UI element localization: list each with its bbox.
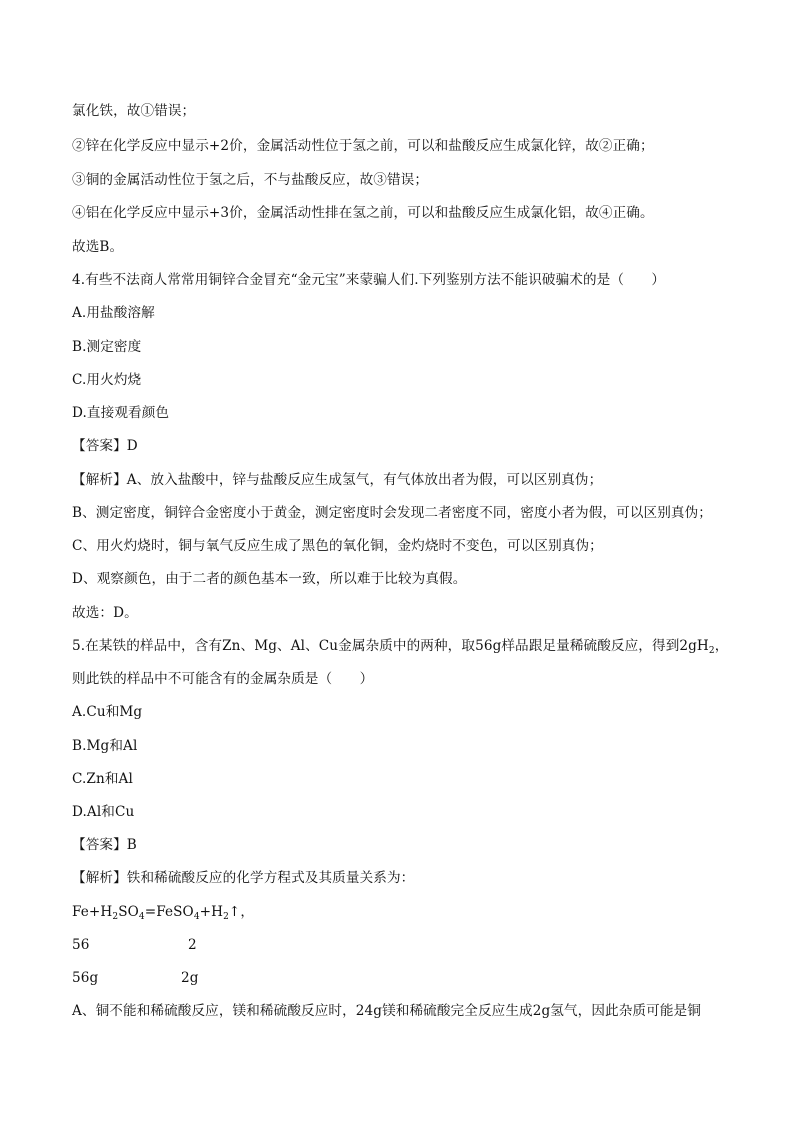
mass-relation-row-1 [72, 936, 197, 954]
q5-stem-subscript: 2 [708, 646, 715, 656]
eq-sub: 4 [138, 912, 145, 922]
question-5-option-a: A.Cu和Mg [72, 704, 143, 720]
eq-part: +H [199, 904, 224, 920]
question-4-analysis-d: D、观察颜色，由于二者的颜色基本一致，所以难于比较为真假。 [72, 571, 467, 587]
question-4-option-a: A.用盐酸溶解 [72, 305, 155, 321]
eq-part: =FeSO [144, 904, 194, 920]
question-5-answer: 【答案】B [72, 837, 137, 853]
question-4-analysis-a: 【解析】A、放入盐酸中，锌与盐酸反应生成氢气，有气体放出者为假，可以区别真伪； [72, 472, 603, 488]
question-4-option-b: B.测定密度 [72, 339, 142, 355]
mass-fe-g: 56g [72, 970, 99, 986]
eq-sub: 2 [112, 912, 119, 922]
eq-part: SO [118, 904, 139, 920]
question-5-stem-line-2: 则此铁的样品中不可能含有的金属杂质是（ ） [72, 671, 374, 687]
mass-fe: 56 [72, 937, 90, 953]
question-4-analysis-b: B、测定密度，铜锌合金密度小于黄金，测定密度时会发现二者密度不同，密度小者为假，可以区别真伪； [72, 505, 712, 521]
eq-sub: 4 [193, 912, 200, 922]
question-4-stem: 4.有些不法商人常常用铜锌合金冒充“金元宝”来蒙骗人们.下列鉴别方法不能识破骗术的是（ ） [72, 272, 666, 288]
question-5-analysis-a: A、铜不能和稀硫酸反应，镁和稀硫酸反应时，24g镁和稀硫酸完全反应生成2g氢气，因此杂质可能是铜 [72, 1003, 701, 1019]
text-line-2: ②锌在化学反应中显示+2价，金属活动性位于氢之前，可以和盐酸反应生成氯化锌，故②正确； [72, 138, 654, 154]
mass-relation-row-2 [72, 969, 199, 987]
question-4-option-d: D.直接观看颜色 [72, 405, 170, 421]
text-line-3: ③铜的金属活动性位于氢之后，不与盐酸反应，故③错误； [72, 172, 429, 188]
question-4-answer: 【答案】D [72, 438, 138, 454]
text-line-1: 氯化铁，故①错误； [72, 103, 196, 119]
eq-part: Fe+H [72, 904, 113, 920]
mass-h2-g: 2g [181, 970, 199, 986]
question-4-analysis-c: C、用火灼烧时，铜与氧气反应生成了黑色的氧化铜，金灼烧时不变色，可以区别真伪； [72, 538, 603, 554]
question-4-option-c: C.用火灼烧 [72, 372, 142, 388]
eq-sub: 2 [223, 912, 229, 922]
q5-stem-text: 5.在某铁的样品中，含有Zn、Mg、Al、Cu金属杂质中的两种，取56g样品跟足量稀硫酸反应，得到2gH [72, 638, 709, 654]
question-5-option-c: C.Zn和Al [72, 771, 133, 787]
text-line-4: ④铝在化学反应中显示+3价，金属活动性排在氢之前，可以和盐酸反应生成氯化铝，故④正确。 [72, 205, 654, 221]
question-5-option-d: D.Al和Cu [72, 804, 135, 820]
question-5-option-b: B.Mg和Al [72, 738, 138, 754]
conclusion-q3: 故选B。 [72, 239, 124, 255]
q5-stem-end: ， [714, 638, 729, 654]
question-4-conclusion: 故选：D。 [72, 605, 138, 621]
eq-part: ↑， [228, 904, 255, 920]
question-5-analysis-intro: 【解析】铁和稀硫酸反应的化学方程式及其质量关系为： [72, 870, 415, 886]
mass-h2: 2 [188, 937, 197, 953]
chemical-equation [72, 903, 254, 921]
question-5-stem-line-1 [72, 637, 728, 655]
